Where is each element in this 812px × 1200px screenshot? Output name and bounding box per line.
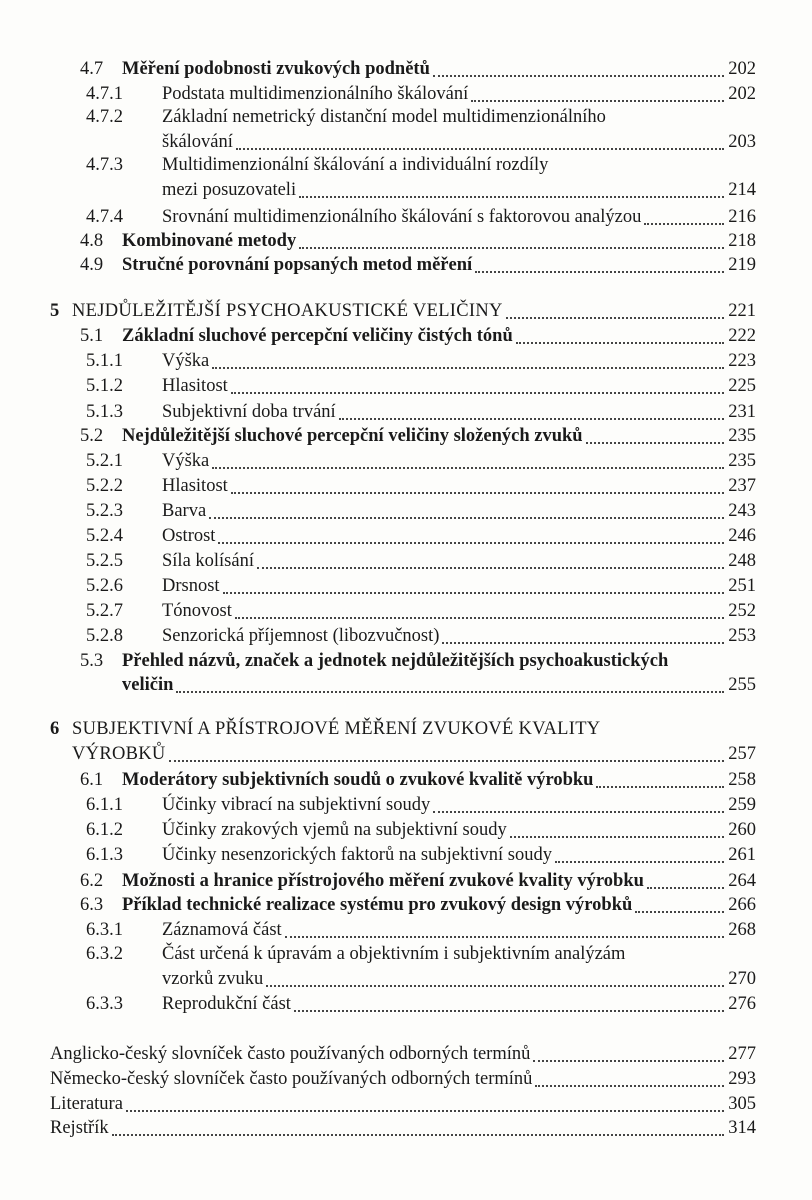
toc-entry-title: Možnosti a hranice přístrojového měření zvukové kvality výrobku xyxy=(122,871,644,891)
toc-entry-number: 6.3 xyxy=(80,895,104,915)
toc-entry-page-number: 202 xyxy=(728,84,756,104)
toc-entry-title: Literatura xyxy=(50,1094,123,1114)
toc-entry-page-number: 218 xyxy=(728,231,756,251)
toc-entry-page-number: 264 xyxy=(728,871,756,891)
dot-leader xyxy=(433,811,724,813)
toc-entry-number: 5.3 xyxy=(80,651,104,671)
toc-entry-number: 5.2.1 xyxy=(86,451,123,471)
toc-entry-page-number: 225 xyxy=(728,376,756,396)
dot-leader xyxy=(555,861,724,863)
toc-entry-title: Síla kolísání xyxy=(162,551,254,571)
toc-entry-number: 4.7.4 xyxy=(86,207,123,227)
toc-entry-number: 6.1.1 xyxy=(86,795,123,815)
toc-entry-title: Tónovost xyxy=(162,601,232,621)
toc-entry-number: 5.2.7 xyxy=(86,601,123,621)
toc-entry-page-number: 203 xyxy=(728,132,756,152)
toc-entry-number: 4.7.3 xyxy=(86,155,123,175)
toc-entry-page-number: 268 xyxy=(728,920,756,940)
toc-entry-page-number: 216 xyxy=(728,207,756,227)
dot-leader xyxy=(169,760,725,762)
toc-entry-title: Část určená k úpravám a objektivním i subjektivním analýzám xyxy=(162,944,626,964)
dot-leader xyxy=(212,367,724,369)
dot-leader xyxy=(299,247,724,249)
dot-leader xyxy=(433,75,724,77)
toc-entry-title: Kombinované metody xyxy=(122,231,297,251)
toc-entry-number: 5.2.6 xyxy=(86,576,123,596)
dot-leader xyxy=(442,642,724,644)
toc-entry-page-number: 237 xyxy=(728,476,756,496)
toc-entry-page-number: 235 xyxy=(728,426,756,446)
toc-entry-title: Základní sluchové percepční veličiny čistých tónů xyxy=(122,326,513,346)
dot-leader xyxy=(235,617,724,619)
dot-leader xyxy=(475,271,724,273)
toc-entry-title: Hlasitost xyxy=(162,376,228,396)
toc-entry-title: Srovnání multidimenzionálního škálování s faktorovou analýzou xyxy=(162,207,642,227)
dot-leader xyxy=(535,1085,724,1087)
toc-entry-page-number: 243 xyxy=(728,501,756,521)
toc-entry-page-number: 235 xyxy=(728,451,756,471)
dot-leader xyxy=(635,911,724,913)
toc-entry-number: 5.1.1 xyxy=(86,351,123,371)
toc-entry-number: 5.1 xyxy=(80,326,104,346)
toc-entry-number: 5 xyxy=(50,301,60,321)
toc-entry-page-number: 231 xyxy=(728,402,756,422)
toc-entry-number: 4.7 xyxy=(80,59,104,79)
toc-entry-title: Příklad technické realizace systému pro zvukový design výrobků xyxy=(122,895,633,915)
toc-entry-page-number: 255 xyxy=(728,675,756,695)
toc-entry-page-number: 214 xyxy=(728,180,756,200)
toc-entry[interactable] xyxy=(0,989,812,1019)
toc-entry-page-number: 251 xyxy=(728,576,756,596)
dot-leader xyxy=(506,317,725,319)
dot-leader xyxy=(212,467,724,469)
toc-entry-title: Účinky vibrací na subjektivní soudy xyxy=(162,795,431,815)
dot-leader xyxy=(266,985,724,987)
toc-entry-title: Účinky nesenzorických faktorů na subjektivní soudy xyxy=(162,845,552,865)
toc-entry-number: 6.3.1 xyxy=(86,920,123,940)
toc-entry-title: Účinky zrakových vjemů na subjektivní soudy xyxy=(162,820,507,840)
toc-entry-number: 6.3.2 xyxy=(86,944,123,964)
toc-entry-title: NEJDŮLEŽITĚJŠÍ PSYCHOAKUSTICKÉ VELIČINY xyxy=(72,301,503,321)
toc-entry-number: 4.7.1 xyxy=(86,84,123,104)
toc-entry-title: VÝROBKŮ xyxy=(72,744,166,764)
toc-entry-page-number: 260 xyxy=(728,820,756,840)
toc-entry-title: Výška xyxy=(162,351,210,371)
toc-entry-number: 5.1.3 xyxy=(86,402,123,422)
dot-leader xyxy=(112,1134,725,1136)
toc-entry-page-number: 257 xyxy=(728,744,756,764)
toc-entry-page-number: 221 xyxy=(728,301,756,321)
toc-entry-title: Multidimenzionální škálování a individuální rozdíly xyxy=(162,155,549,175)
toc-entry-title: škálování xyxy=(162,132,233,152)
toc-entry[interactable] xyxy=(0,175,812,205)
toc-entry-number: 6.1.3 xyxy=(86,845,123,865)
toc-entry-title: Anglicko-český slovníček často používaných odborných termínů xyxy=(50,1044,531,1064)
dot-leader xyxy=(299,196,724,198)
dot-leader xyxy=(647,887,724,889)
toc-entry-number: 5.2.3 xyxy=(86,501,123,521)
toc-entry-number: 6 xyxy=(50,719,60,739)
dot-leader xyxy=(339,418,725,420)
toc-entry-title: Záznamová část xyxy=(162,920,282,940)
dot-leader xyxy=(223,592,725,594)
toc-entry-title: Nejdůležitější sluchové percepční veličiny složených zvuků xyxy=(122,426,583,446)
toc-entry-page-number: 246 xyxy=(728,526,756,546)
toc-entry-title: Německo-český slovníček často používaných odborných termínů xyxy=(50,1069,533,1089)
toc-entry-number: 5.2.5 xyxy=(86,551,123,571)
toc-entry-title: Subjektivní doba trvání xyxy=(162,402,336,422)
toc-entry-page-number: 293 xyxy=(728,1069,756,1089)
dot-leader xyxy=(231,392,724,394)
dot-leader xyxy=(533,1060,724,1062)
dot-leader xyxy=(209,517,724,519)
toc-entry-title: Základní nemetrický distanční model multidimenzionálního xyxy=(162,107,606,127)
dot-leader xyxy=(257,567,724,569)
toc-entry-page-number: 202 xyxy=(728,59,756,79)
toc-entry-page-number: 270 xyxy=(728,969,756,989)
toc-entry-title: Rejstřík xyxy=(50,1118,109,1138)
dot-leader xyxy=(510,836,724,838)
toc-entry-title: Reprodukční část xyxy=(162,994,291,1014)
dot-leader xyxy=(644,223,724,225)
toc-entry-page-number: 253 xyxy=(728,626,756,646)
toc-entry-title: Podstata multidimenzionálního škálování xyxy=(162,84,469,104)
dot-leader xyxy=(294,1010,724,1012)
toc-entry-title: Stručné porovnání popsaných metod měření xyxy=(122,255,473,275)
dot-leader xyxy=(218,542,724,544)
dot-leader xyxy=(586,442,725,444)
toc-entry-title: Hlasitost xyxy=(162,476,228,496)
toc-entry-title: Přehled názvů, značek a jednotek nejdůležitějších psychoakustických xyxy=(122,651,669,671)
toc-entry-number: 4.8 xyxy=(80,231,104,251)
toc-entry-page-number: 223 xyxy=(728,351,756,371)
toc-entry-title: Měření podobnosti zvukových podnětů xyxy=(122,59,430,79)
toc-entry[interactable] xyxy=(0,250,812,280)
toc-entry-title: mezi posuzovateli xyxy=(162,180,297,200)
dot-leader xyxy=(285,936,725,938)
toc-entry-page-number: 314 xyxy=(728,1118,756,1138)
toc-entry[interactable] xyxy=(0,1113,812,1143)
toc-entry-page-number: 258 xyxy=(728,770,756,790)
toc-entry-number: 6.2 xyxy=(80,871,104,891)
toc-entry-number: 4.7.2 xyxy=(86,107,123,127)
toc-entry-number: 5.2 xyxy=(80,426,104,446)
toc-entry-page-number: 261 xyxy=(728,845,756,865)
toc-entry-page-number: 252 xyxy=(728,601,756,621)
toc-entry-title: Drsnost xyxy=(162,576,220,596)
toc-entry-page-number: 248 xyxy=(728,551,756,571)
toc-entry-page-number: 222 xyxy=(728,326,756,346)
toc-entry[interactable] xyxy=(0,670,812,700)
toc-entry-title: SUBJEKTIVNÍ A PŘÍSTROJOVÉ MĚŘENÍ ZVUKOVÉ KVALITY xyxy=(72,719,601,739)
dot-leader xyxy=(516,342,724,344)
toc-entry-number: 6.1.2 xyxy=(86,820,123,840)
toc-entry-page-number: 305 xyxy=(728,1094,756,1114)
toc-entry-number: 5.2.8 xyxy=(86,626,123,646)
toc-entry-number: 5.2.2 xyxy=(86,476,123,496)
dot-leader xyxy=(126,1110,724,1112)
toc-entry-page-number: 276 xyxy=(728,994,756,1014)
toc-entry-title: veličin xyxy=(122,675,174,695)
dot-leader xyxy=(231,492,724,494)
toc-entry-title: Barva xyxy=(162,501,207,521)
toc-entry-number: 5.1.2 xyxy=(86,376,123,396)
toc-entry-title: vzorků zvuku xyxy=(162,969,264,989)
toc-entry-title: Ostrost xyxy=(162,526,216,546)
toc-entry-page-number: 266 xyxy=(728,895,756,915)
toc-entry-page-number: 277 xyxy=(728,1044,756,1064)
toc-entry-number: 6.3.3 xyxy=(86,994,123,1014)
toc-entry-page-number: 259 xyxy=(728,795,756,815)
toc-entry-number: 6.1 xyxy=(80,770,104,790)
toc-entry-title: Senzorická příjemnost (libozvučnost) xyxy=(162,626,440,646)
toc-entry-title: Výška xyxy=(162,451,210,471)
dot-leader xyxy=(596,786,724,788)
toc-entry-title: Moderátory subjektivních soudů o zvukové kvalitě výrobku xyxy=(122,770,594,790)
toc-entry-number: 4.9 xyxy=(80,255,104,275)
dot-leader xyxy=(176,691,724,693)
toc-entry-number: 5.2.4 xyxy=(86,526,123,546)
toc-entry-page-number: 219 xyxy=(728,255,756,275)
